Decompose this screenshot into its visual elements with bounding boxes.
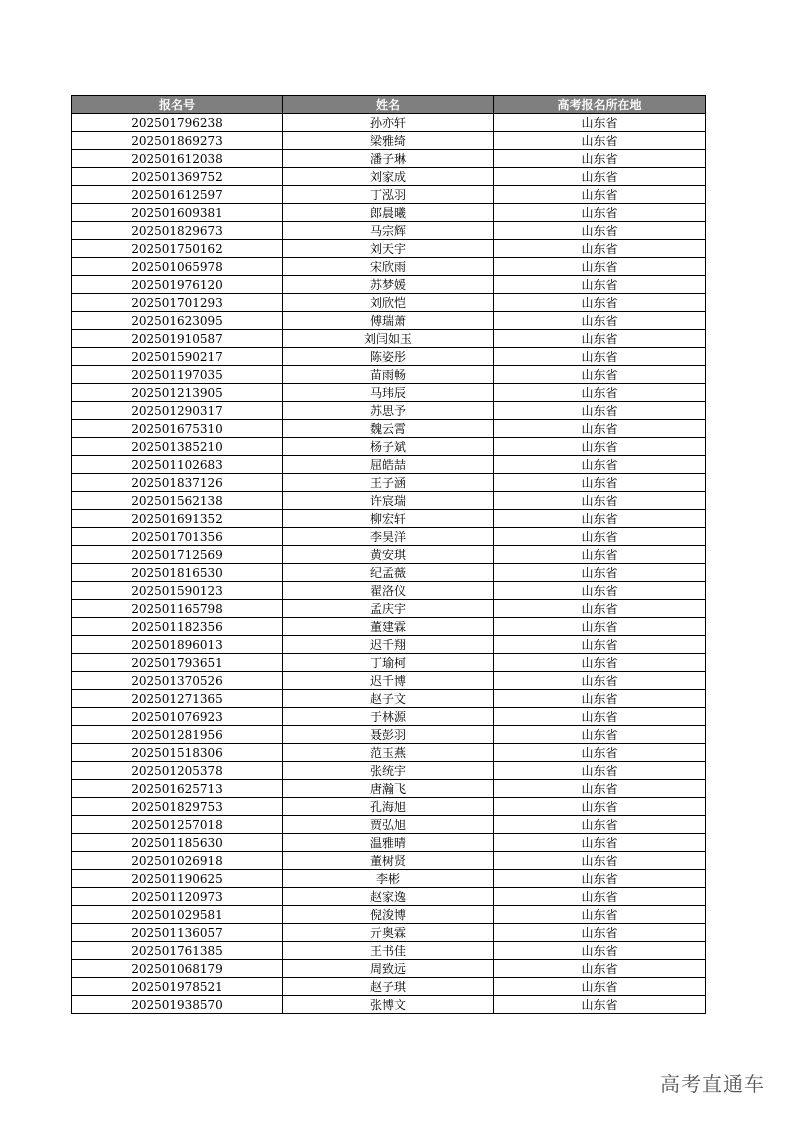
registration-number-cell: 202501165798 [72,600,283,618]
table-row [72,798,706,816]
name-cell: 周致远 [283,960,494,978]
location-cell: 山东省 [494,150,706,168]
registration-number-cell: 202501978521 [72,978,283,996]
header-name: 姓名 [283,96,494,114]
name-cell: 董建霖 [283,618,494,636]
location-cell: 山东省 [494,816,706,834]
location-cell: 山东省 [494,420,706,438]
table-row [72,420,706,438]
location-cell: 山东省 [494,258,706,276]
location-cell: 山东省 [494,438,706,456]
table-row [72,672,706,690]
watermark-text: 高考直通车 [660,1072,765,1096]
name-cell: 宋欣雨 [283,258,494,276]
location-cell: 山东省 [494,456,706,474]
table-row [72,546,706,564]
registration-number-cell: 202501750162 [72,240,283,258]
name-cell: 孙亦轩 [283,114,494,132]
registration-number-cell: 202501102683 [72,456,283,474]
registration-number-cell: 202501197035 [72,366,283,384]
name-cell: 董树贤 [283,852,494,870]
registration-number-cell: 202501136057 [72,924,283,942]
name-cell: 赵子文 [283,690,494,708]
location-cell: 山东省 [494,114,706,132]
location-cell: 山东省 [494,492,706,510]
table-row [72,906,706,924]
name-cell: 纪孟薇 [283,564,494,582]
registration-number-cell: 202501290317 [72,402,283,420]
location-cell: 山东省 [494,294,706,312]
location-cell: 山东省 [494,960,706,978]
name-cell: 郎晨曦 [283,204,494,222]
location-cell: 山东省 [494,510,706,528]
name-cell: 刘闫如玉 [283,330,494,348]
name-cell: 张统宇 [283,762,494,780]
location-cell: 山东省 [494,222,706,240]
registration-number-cell: 202501701356 [72,528,283,546]
name-cell: 潘子琳 [283,150,494,168]
table-row [72,888,706,906]
registration-number-cell: 202501976120 [72,276,283,294]
location-cell: 山东省 [494,312,706,330]
registration-number-cell: 202501938570 [72,996,283,1014]
name-cell: 李彬 [283,870,494,888]
location-cell: 山东省 [494,240,706,258]
location-cell: 山东省 [494,330,706,348]
table-row [72,276,706,294]
name-cell: 张博文 [283,996,494,1014]
location-cell: 山东省 [494,186,706,204]
registration-number-cell: 202501712569 [72,546,283,564]
name-cell: 王书佳 [283,942,494,960]
name-cell: 丁泓羽 [283,186,494,204]
registration-number-cell: 202501182356 [72,618,283,636]
admission-table [71,95,706,1014]
name-cell: 赵子琪 [283,978,494,996]
location-cell: 山东省 [494,888,706,906]
table-row [72,402,706,420]
table-row [72,978,706,996]
name-cell: 孔海旭 [283,798,494,816]
name-cell: 苗雨畅 [283,366,494,384]
table-row [72,834,706,852]
table-row [72,618,706,636]
table-row [72,960,706,978]
table-row [72,582,706,600]
location-cell: 山东省 [494,942,706,960]
registration-number-cell: 202501829753 [72,798,283,816]
table-row [72,510,706,528]
table-row [72,312,706,330]
header-registration-location: 高考报名所在地 [494,96,706,114]
name-cell: 迟千翔 [283,636,494,654]
table-row [72,852,706,870]
location-cell: 山东省 [494,168,706,186]
name-cell: 赵家逸 [283,888,494,906]
location-cell: 山东省 [494,978,706,996]
table-row [72,348,706,366]
registration-number-cell: 202501675310 [72,420,283,438]
registration-number-cell: 202501609381 [72,204,283,222]
location-cell: 山东省 [494,870,706,888]
name-cell: 迟千博 [283,672,494,690]
name-cell: 梁雅绮 [283,132,494,150]
location-cell: 山东省 [494,852,706,870]
registration-number-cell: 202501625713 [72,780,283,798]
name-cell: 魏云霄 [283,420,494,438]
registration-number-cell: 202501816530 [72,564,283,582]
location-cell: 山东省 [494,276,706,294]
table-row [72,564,706,582]
registration-number-cell: 202501029581 [72,906,283,924]
table-row [72,114,706,132]
table-row [72,258,706,276]
table-row [72,240,706,258]
registration-number-cell: 202501518306 [72,744,283,762]
registration-number-cell: 202501562138 [72,492,283,510]
location-cell: 山东省 [494,600,706,618]
location-cell: 山东省 [494,708,706,726]
location-cell: 山东省 [494,204,706,222]
header-registration-number: 报名号 [72,96,283,114]
table-row [72,654,706,672]
registration-number-cell: 202501793651 [72,654,283,672]
registration-number-cell: 202501271365 [72,690,283,708]
name-cell: 马宗辉 [283,222,494,240]
name-cell: 陈姿彤 [283,348,494,366]
location-cell: 山东省 [494,762,706,780]
table-row [72,744,706,762]
location-cell: 山东省 [494,726,706,744]
table-row [72,528,706,546]
table-row [72,330,706,348]
table-row [72,384,706,402]
table-body [72,114,706,1014]
table-row [72,222,706,240]
registration-number-cell: 202501370526 [72,672,283,690]
table-row [72,456,706,474]
name-cell: 孟庆宇 [283,600,494,618]
registration-number-cell: 202501612597 [72,186,283,204]
registration-number-cell: 202501896013 [72,636,283,654]
table-row [72,636,706,654]
location-cell: 山东省 [494,618,706,636]
table-row [72,762,706,780]
table-row [72,366,706,384]
location-cell: 山东省 [494,672,706,690]
name-cell: 亓奥霖 [283,924,494,942]
registration-number-cell: 202501385210 [72,438,283,456]
name-cell: 刘天宇 [283,240,494,258]
table-row [72,924,706,942]
registration-number-cell: 202501761385 [72,942,283,960]
registration-number-cell: 202501026918 [72,852,283,870]
name-cell: 倪浚博 [283,906,494,924]
table-row [72,168,706,186]
registration-number-cell: 202501213905 [72,384,283,402]
location-cell: 山东省 [494,132,706,150]
location-cell: 山东省 [494,798,706,816]
registration-number-cell: 202501590123 [72,582,283,600]
registration-number-cell: 202501369752 [72,168,283,186]
registration-number-cell: 202501120973 [72,888,283,906]
table-row [72,294,706,312]
location-cell: 山东省 [494,780,706,798]
registration-number-cell: 202501796238 [72,114,283,132]
name-cell: 苏思予 [283,402,494,420]
location-cell: 山东省 [494,582,706,600]
name-cell: 屈皓喆 [283,456,494,474]
registration-number-cell: 202501691352 [72,510,283,528]
location-cell: 山东省 [494,744,706,762]
registration-number-cell: 202501590217 [72,348,283,366]
registration-number-cell: 202501623095 [72,312,283,330]
name-cell: 翟洛仪 [283,582,494,600]
registration-number-cell: 202501829673 [72,222,283,240]
table-row [72,600,706,618]
location-cell: 山东省 [494,636,706,654]
location-cell: 山东省 [494,996,706,1014]
location-cell: 山东省 [494,384,706,402]
table-row [72,816,706,834]
registration-number-cell: 202501612038 [72,150,283,168]
location-cell: 山东省 [494,906,706,924]
name-cell: 苏梦媛 [283,276,494,294]
name-cell: 温雅晴 [283,834,494,852]
registration-number-cell: 202501205378 [72,762,283,780]
name-cell: 范玉燕 [283,744,494,762]
registration-number-cell: 202501185630 [72,834,283,852]
location-cell: 山东省 [494,654,706,672]
name-cell: 黄安琪 [283,546,494,564]
table-row [72,204,706,222]
name-cell: 于林源 [283,708,494,726]
name-cell: 刘家成 [283,168,494,186]
location-cell: 山东省 [494,402,706,420]
name-cell: 杨子斌 [283,438,494,456]
registration-number-cell: 202501190625 [72,870,283,888]
registration-number-cell: 202501701293 [72,294,283,312]
registration-number-cell: 202501910587 [72,330,283,348]
table-row [72,186,706,204]
table-row [72,690,706,708]
table-header-row [72,96,706,114]
table-row [72,474,706,492]
name-cell: 李昊洋 [283,528,494,546]
location-cell: 山东省 [494,528,706,546]
table-row [72,150,706,168]
name-cell: 贾弘旭 [283,816,494,834]
location-cell: 山东省 [494,474,706,492]
table-row [72,870,706,888]
registration-number-cell: 202501837126 [72,474,283,492]
registration-number-cell: 202501869273 [72,132,283,150]
name-cell: 刘欣恺 [283,294,494,312]
table-row [72,726,706,744]
table-row [72,708,706,726]
table-row [72,438,706,456]
location-cell: 山东省 [494,366,706,384]
location-cell: 山东省 [494,834,706,852]
table-row [72,942,706,960]
location-cell: 山东省 [494,690,706,708]
registration-number-cell: 202501257018 [72,816,283,834]
name-cell: 马玮辰 [283,384,494,402]
table-row [72,492,706,510]
name-cell: 傅瑞萧 [283,312,494,330]
registration-number-cell: 202501065978 [72,258,283,276]
registration-number-cell: 202501068179 [72,960,283,978]
registration-number-cell: 202501281956 [72,726,283,744]
name-cell: 许宸瑞 [283,492,494,510]
name-cell: 唐瀚飞 [283,780,494,798]
name-cell: 丁瑜柯 [283,654,494,672]
name-cell: 王子涵 [283,474,494,492]
location-cell: 山东省 [494,924,706,942]
registration-number-cell: 202501076923 [72,708,283,726]
name-cell: 聂彭羽 [283,726,494,744]
name-cell: 柳宏轩 [283,510,494,528]
table-row [72,780,706,798]
table-row [72,132,706,150]
location-cell: 山东省 [494,348,706,366]
location-cell: 山东省 [494,546,706,564]
table-row [72,996,706,1014]
location-cell: 山东省 [494,564,706,582]
